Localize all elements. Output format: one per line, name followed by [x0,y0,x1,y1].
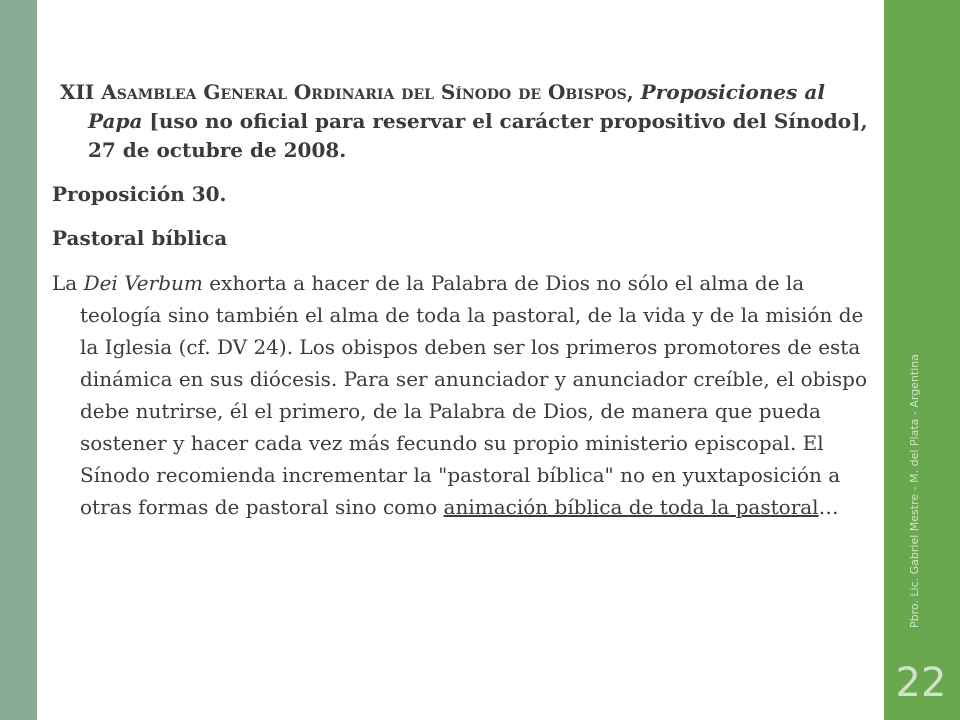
body-italic: Dei Verbum [83,271,203,295]
right-decorative-band [884,0,960,720]
reference-title: Proposiciones al Papa [88,80,825,133]
slide-content [52,78,872,523]
document-reference: XII Asamblea General Ordinaria del Sínodo de Obispos, Proposiciones al Papa [uso no oficial para reservar el carácter propositivo del Sínodo], 27 de octubre de 2008. [60,80,868,162]
reference-roman: XII [60,80,95,104]
reference-assembly: Asamblea General Ordinaria del Sínodo de Obispos [101,80,627,104]
reference-note: [uso no oficial para reservar el carácter propositivo del Sínodo], 27 de octubre de 2008. [88,109,868,162]
body-underlined: animación bíblica de toda la pastoral [443,495,819,519]
left-decorative-band [0,0,37,720]
footer-author: Pbro. Lic. Gabriel Mestre - M. del Plata - Argentina [908,353,921,628]
body-paragraph [52,267,872,523]
proposition-heading: Proposición 30. [52,182,227,206]
body-ending: … [818,495,839,519]
body-part2: exhorta a hacer de la Palabra de Dios no sólo el alma de la teología sino también el alma de toda la pastoral, de la vida y de la misión de la Iglesia (cf. DV 24). Los obispos deben ser los primeros promotores de esta dinámica en sus diócesis. Para ser anunciador y anunciador creíble, el obispo debe nutrirse, él el primero, de la Palabra de Dios, de manera que pueda sostener y hacer cada vez más fecundo su propio ministerio episcopal. El Sínodo recomienda incrementar la "pastoral bíblica" no en yuxtaposición a otras formas de pastoral sino como [80,271,867,519]
body-part1: La [52,271,84,295]
page-number: 22 [895,660,947,706]
topic-heading: Pastoral bíblica [52,226,228,250]
